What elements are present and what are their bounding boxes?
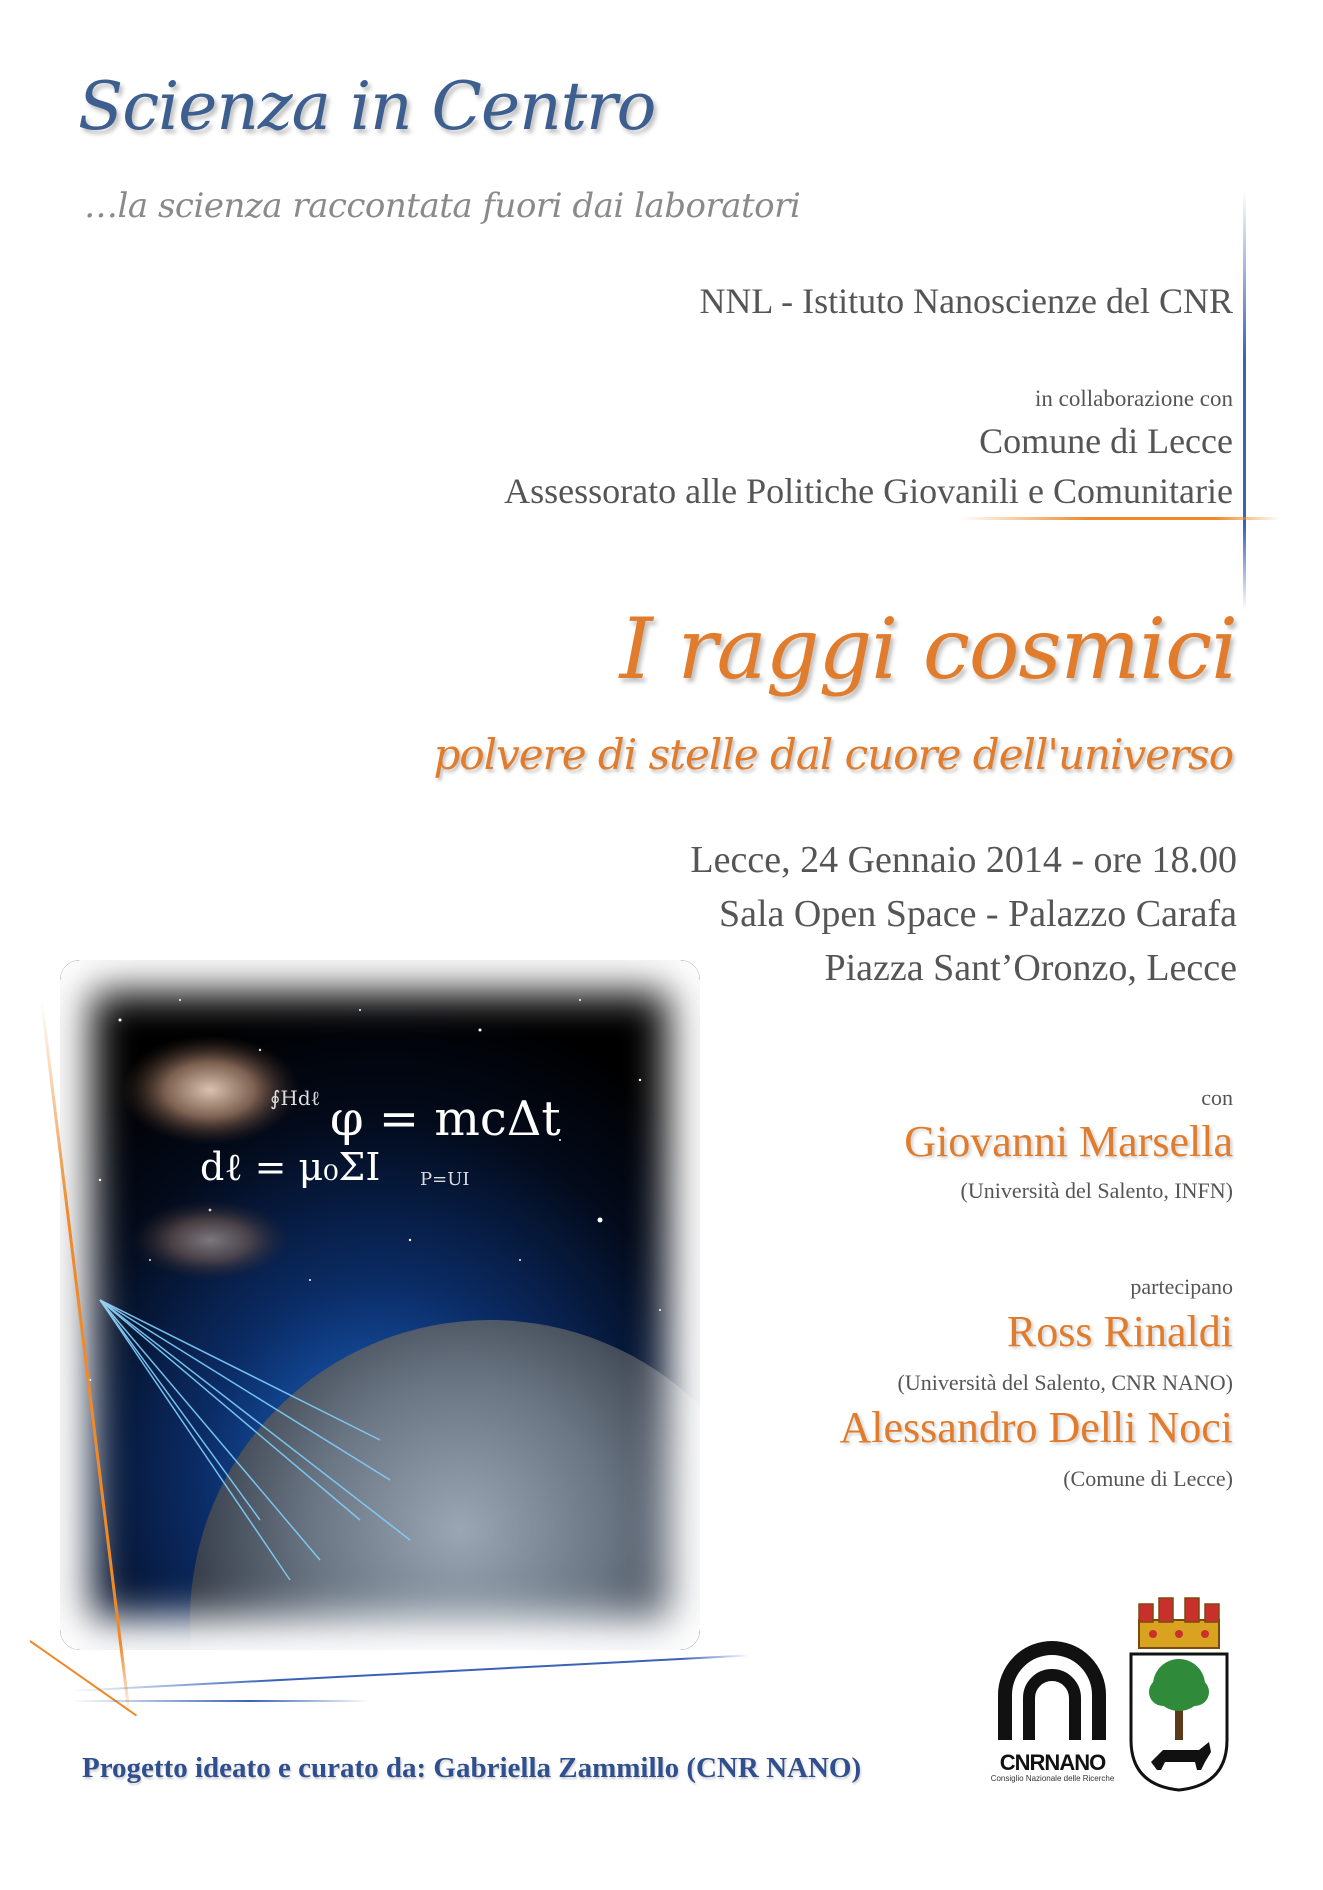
event-venue: Sala Open Space - Palazzo Carafa bbox=[718, 893, 1237, 935]
participant-name: Alessandro Delli Noci bbox=[839, 1403, 1233, 1452]
decorative-vertical-line bbox=[1243, 190, 1246, 610]
cnr-nano-logo bbox=[985, 1640, 1120, 1790]
formula-text: φ = mcΔt bbox=[330, 1091, 561, 1147]
main-speaker-name: Giovanni Marsella bbox=[904, 1117, 1233, 1166]
cnr-logo-mark bbox=[985, 1640, 1120, 1750]
participants-label: partecipano bbox=[1130, 1274, 1233, 1299]
partner-department: Assessorato alle Politiche Giovanili e Comunitarie bbox=[504, 471, 1233, 511]
participant-affiliation: (Università del Salento, CNR NANO) bbox=[897, 1370, 1233, 1395]
crest-icon bbox=[1123, 1590, 1235, 1795]
formula-text: dℓ = μ₀ΣI bbox=[200, 1145, 381, 1189]
decorative-frame-line bbox=[70, 1654, 749, 1692]
decorative-frame-line bbox=[70, 1700, 370, 1702]
collaboration-intro: in collaborazione con bbox=[1035, 386, 1233, 411]
participant-name: Ross Rinaldi bbox=[1006, 1307, 1233, 1356]
main-speaker-affiliation: (Università del Salento, INFN) bbox=[960, 1178, 1233, 1203]
series-tagline: …la scienza raccontata fuori dai laboratori bbox=[84, 186, 801, 226]
event-date-time: Lecce, 24 Gennaio 2014 - ore 18.00 bbox=[690, 839, 1237, 881]
series-title: Scienza in Centro bbox=[78, 68, 656, 145]
formula-text: ∮Hdℓ bbox=[270, 1086, 321, 1110]
participant-affiliation: (Comune di Lecce) bbox=[1063, 1466, 1233, 1491]
space-scene bbox=[60, 960, 700, 1650]
institute-name: NNL - Istituto Nanoscienze del CNR bbox=[699, 281, 1233, 321]
event-title: I raggi cosmici bbox=[619, 600, 1237, 698]
cnr-logo-subtitle: Consiglio Nazionale delle Ricerche bbox=[990, 1774, 1115, 1783]
nebula bbox=[130, 1200, 290, 1280]
event-address: Piazza Sant’Oronzo, Lecce bbox=[824, 947, 1237, 989]
cnr-logo-name: CNRNANO bbox=[999, 1750, 1106, 1775]
cosmic-rays-illustration bbox=[60, 960, 700, 1650]
decorative-horizontal-line bbox=[960, 517, 1280, 520]
partner-name: Comune di Lecce bbox=[979, 421, 1233, 461]
lecce-crest-logo bbox=[1123, 1590, 1235, 1795]
event-subtitle: polvere di stelle dal cuore dell'universo bbox=[433, 730, 1233, 779]
with-label: con bbox=[1201, 1085, 1233, 1110]
project-credits: Progetto ideato e curato da: Gabriella Zammillo (CNR NANO) bbox=[82, 1752, 862, 1784]
formula-text: P=UI bbox=[420, 1169, 470, 1190]
